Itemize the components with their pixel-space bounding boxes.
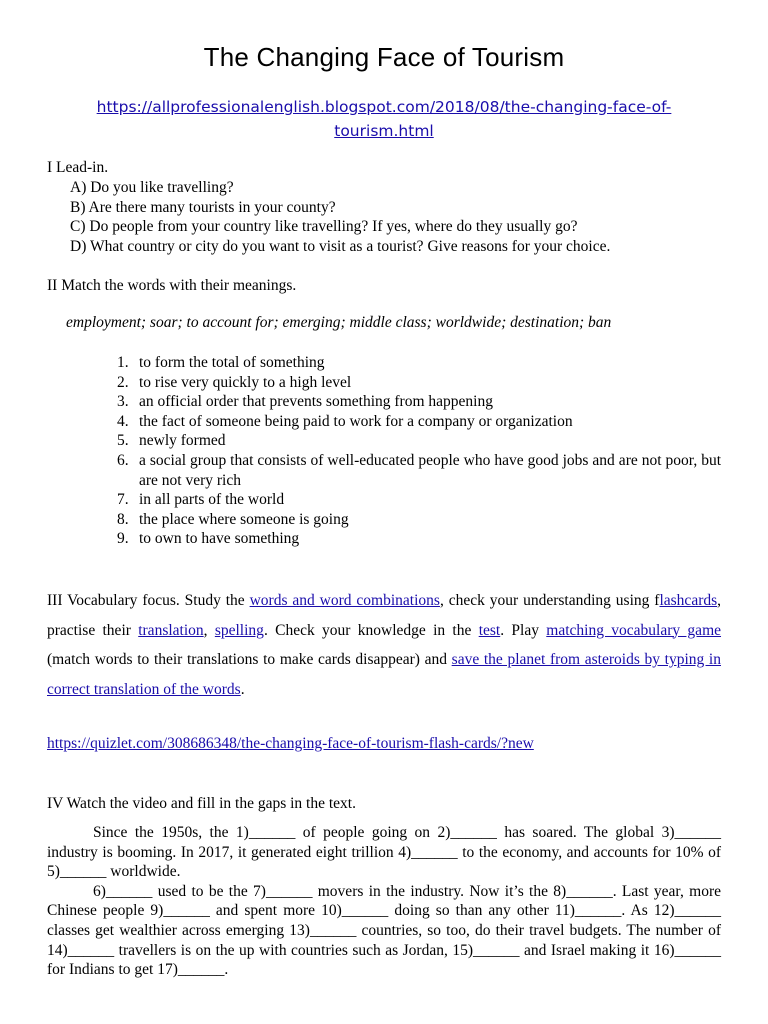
- definition-item: [117, 353, 721, 373]
- page-title: The Changing Face of Tourism: [203, 42, 565, 72]
- matching-game-link[interactable]: matching vocabulary game: [546, 621, 722, 639]
- lead-in-questions: [70, 178, 610, 256]
- definition-number: 2.: [117, 373, 129, 391]
- gap-fill-text: [47, 823, 721, 980]
- definition-list: [117, 353, 721, 549]
- vocab-text: III Vocabulary focus. Study the: [47, 592, 250, 609]
- definition-text: to own to have something: [139, 530, 300, 548]
- flashcards-link[interactable]: lashcards: [659, 592, 718, 609]
- vocab-text: , practise their: [47, 592, 722, 639]
- gap-fill-paragraph: 6)______ used to be the 7)______ movers in the industry. Now it’s the 8)______. Last year, more Chinese people 9)______ and spent more 10)______ doing so than any other 11)______. As 12)______ classes get wealthier across emerging 13)______ countries, so too, do their travel budgets. The number of 14)______ travellers is on the up with countries such as Jordan, 15)______ and Israel making it 16)______ for Indians to get 17)______.: [47, 882, 721, 979]
- lead-in-question: A) Do you like travelling?: [70, 179, 234, 196]
- definition-text: the fact of someone being paid to work for a company or organization: [139, 412, 573, 430]
- definition-item: [117, 451, 721, 490]
- video-heading: IV Watch the video and fill in the gaps in the text.: [47, 795, 356, 812]
- gap-fill-paragraph: Since the 1950s, the 1)______ of people going on 2)______ has soared. The global 3)______ industry is booming. In 2017, it generated eight trillion 4)______ to the economy, and accounts for 10% of 5)______ worldwide.: [47, 824, 721, 881]
- vocab-text: , check your understanding using f: [439, 592, 660, 609]
- translation-link[interactable]: translation: [138, 621, 204, 639]
- lead-in-question: B) Are there many tourists in your county?: [70, 198, 336, 216]
- definition-item: [117, 490, 721, 510]
- definition-number: 4.: [117, 412, 129, 430]
- definition-text: in all parts of the world: [139, 491, 285, 509]
- definition-text: newly formed: [139, 432, 226, 450]
- definition-text: a social group that consists of well-educated people who have good jobs and are not poor, but are not very rich: [139, 451, 721, 489]
- word-list: employment; soar; to account for; emerging; middle class; worldwide; destination; ban: [66, 314, 612, 331]
- source-link[interactable]: https://allprofessionalenglish.blogspot.com/2018/08/the-changing-face-of-tourism.html: [96, 98, 672, 140]
- definition-text: to form the total of something: [139, 354, 325, 371]
- definition-item: [117, 373, 721, 393]
- definition-number: 3.: [117, 393, 129, 411]
- test-link[interactable]: test: [478, 621, 501, 639]
- definition-item: [117, 529, 721, 549]
- definition-number: 9.: [117, 530, 129, 548]
- definition-text: the place where someone is going: [139, 510, 349, 528]
- definition-number: 5.: [117, 432, 129, 450]
- match-heading: II Match the words with their meanings.: [47, 277, 297, 294]
- definition-item: [117, 392, 721, 412]
- vocab-text: .: [240, 680, 245, 698]
- words-link[interactable]: words and word combinations: [249, 592, 440, 609]
- lead-in-question: D) What country or city do you want to visit as a tourist? Give reasons for your choice.: [70, 237, 611, 255]
- asteroids-game-link[interactable]: save the planet from asteroids by typing in correct translation of the words: [47, 651, 721, 698]
- vocab-text: (match words to their translations to make cards disappear) and: [47, 651, 452, 669]
- definition-number: 7.: [117, 491, 129, 509]
- definition-number: 6.: [117, 451, 129, 469]
- vocabulary-focus-paragraph: [47, 586, 721, 704]
- vocab-text: . Play: [500, 621, 547, 639]
- lead-in-question: C) Do people from your country like travelling? If yes, where do they usually go?: [70, 218, 578, 236]
- definition-number: 1.: [117, 354, 129, 371]
- definition-item: [117, 431, 721, 451]
- vocab-text: ,: [203, 621, 215, 639]
- definition-number: 8.: [117, 510, 129, 528]
- definition-text: to rise very quickly to a high level: [139, 373, 352, 391]
- quizlet-link[interactable]: https://quizlet.com/308686348/the-changing-face-of-tourism-flash-cards/?new: [47, 735, 534, 752]
- definition-text: an official order that prevents something from happening: [139, 393, 493, 411]
- lead-in-heading: I Lead-in.: [47, 159, 109, 176]
- definition-item: [117, 510, 721, 530]
- spelling-link[interactable]: spelling: [214, 621, 264, 639]
- definition-item: [117, 412, 721, 432]
- vocab-text: . Check your knowledge in the: [263, 621, 479, 639]
